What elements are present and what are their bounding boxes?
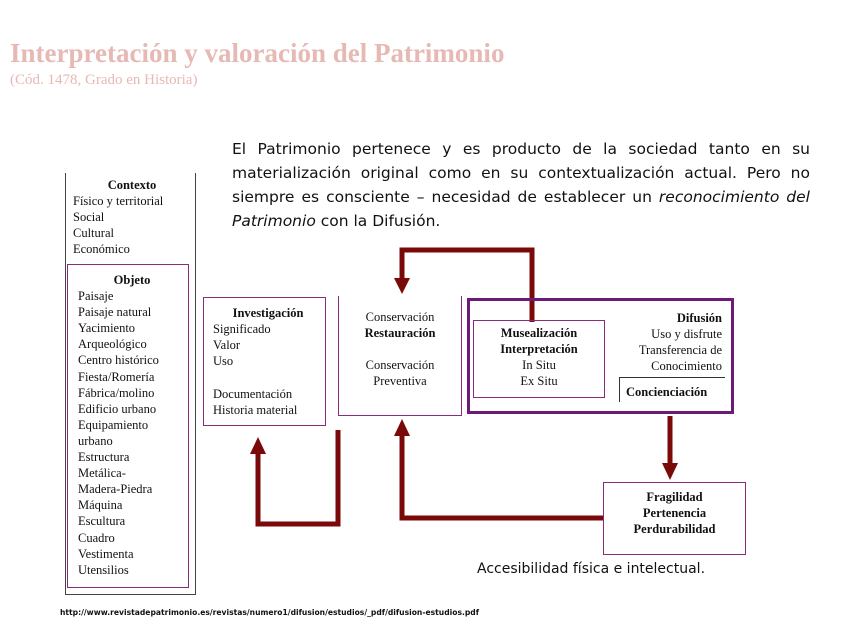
conservacion-text (340, 309, 460, 389)
fragilidad-line: Fragilidad (646, 490, 703, 504)
objeto-item: Madera-Piedra (78, 482, 153, 497)
investigacion-spacer (213, 369, 323, 386)
conservacion-spacer (340, 341, 460, 357)
investigacion-heading: Investigación (232, 306, 304, 320)
fragilidad-text (605, 489, 744, 537)
objeto-item: Fábrica/molino (78, 385, 155, 400)
pertenencia-line: Pertenencia (642, 506, 707, 521)
intro-text-end: con la Difusión. (315, 212, 441, 230)
investigacion-item: Significado (213, 322, 271, 337)
musealizacion-heading: Musealización (500, 326, 578, 340)
objeto-item: Equipamiento (78, 417, 149, 432)
objeto-item: Utensilios (78, 562, 129, 577)
objeto-item: Paisaje (78, 289, 114, 304)
page-subtitle: (Cód. 1478, Grado en Historia) (10, 72, 198, 88)
objeto-text (78, 272, 186, 578)
conservacion-line: Preventiva (373, 374, 427, 389)
source-url: http://www.revistadepatrimonio.es/revistas/numero1/difusion/estudios/_pdf/difusion-estudios.pdf (60, 608, 480, 617)
arrowhead-down-fragilidad (662, 463, 678, 480)
objeto-item: urbano (78, 433, 113, 448)
objeto-item: Yacimiento (78, 321, 136, 336)
arrowhead-down-conservacion (394, 278, 410, 294)
musealizacion-text (475, 325, 603, 389)
musealizacion-line: In Situ (522, 358, 556, 373)
contexto-text (73, 177, 191, 257)
objeto-heading: Objeto (113, 273, 151, 287)
difusion-text (612, 310, 722, 374)
objeto-item: Vestimenta (78, 546, 134, 561)
contexto-item: Físico y territorial (73, 194, 164, 209)
page-title: Interpretación y valoración del Patrimonio (10, 38, 505, 68)
objeto-item: Arqueológico (78, 337, 147, 352)
objeto-item: Edificio urbano (78, 401, 157, 416)
objeto-item: Paisaje natural (78, 305, 152, 320)
concienciacion-label: Concienciación (626, 385, 708, 399)
objeto-item: Máquina (78, 498, 123, 513)
contexto-heading: Contexto (107, 178, 157, 192)
objeto-item: Cuadro (78, 530, 115, 545)
difusion-heading: Difusión (676, 311, 722, 325)
intro-text: El Patrimonio pertenece y es producto de la sociedad tanto en su materialización original como en su contextualización actual. Pero no siempre es consciente – necesidad de establecer un (232, 140, 810, 206)
objeto-item: Fiesta/Romería (78, 369, 155, 384)
accesibilidad-caption: Accesibilidad física e intelectual. (477, 561, 706, 577)
objeto-item: Centro histórico (78, 353, 159, 368)
investigacion-item: Uso (213, 354, 234, 369)
investigacion-item: Documentación (213, 387, 293, 402)
difusion-line: Uso y disfrute (651, 327, 722, 342)
difusion-line: Transferencia de (638, 343, 722, 358)
arrowhead-up-investigacion (250, 437, 266, 454)
conservacion-line: Conservación (365, 310, 435, 324)
objeto-item: Escultura (78, 514, 126, 529)
contexto-item: Cultural (73, 226, 114, 241)
arrowhead-up-conservacion (394, 419, 410, 436)
conservacion-heading: Restauración (364, 326, 436, 341)
investigacion-item: Valor (213, 338, 241, 353)
perdurabilidad-line: Perdurabilidad (633, 522, 716, 537)
arrow-fragilidad-to-conservacion (402, 434, 604, 518)
objeto-item: Metálica- (78, 466, 126, 481)
arrow-conservacion-to-investigacion (258, 430, 338, 524)
investigacion-text (213, 305, 323, 419)
musealizacion-line: Ex Situ (520, 374, 558, 389)
interpretacion-heading: Interpretación (500, 342, 578, 357)
difusion-line: Conocimiento (651, 359, 722, 374)
investigacion-item: Historia material (213, 403, 298, 418)
contexto-item: Económico (73, 242, 130, 257)
intro-italic-text: reconocimiento del Patrimonio (232, 188, 810, 230)
contexto-item: Social (73, 210, 105, 225)
conservacion-line: Conservación (365, 358, 435, 373)
objeto-item: Estructura (78, 450, 130, 465)
